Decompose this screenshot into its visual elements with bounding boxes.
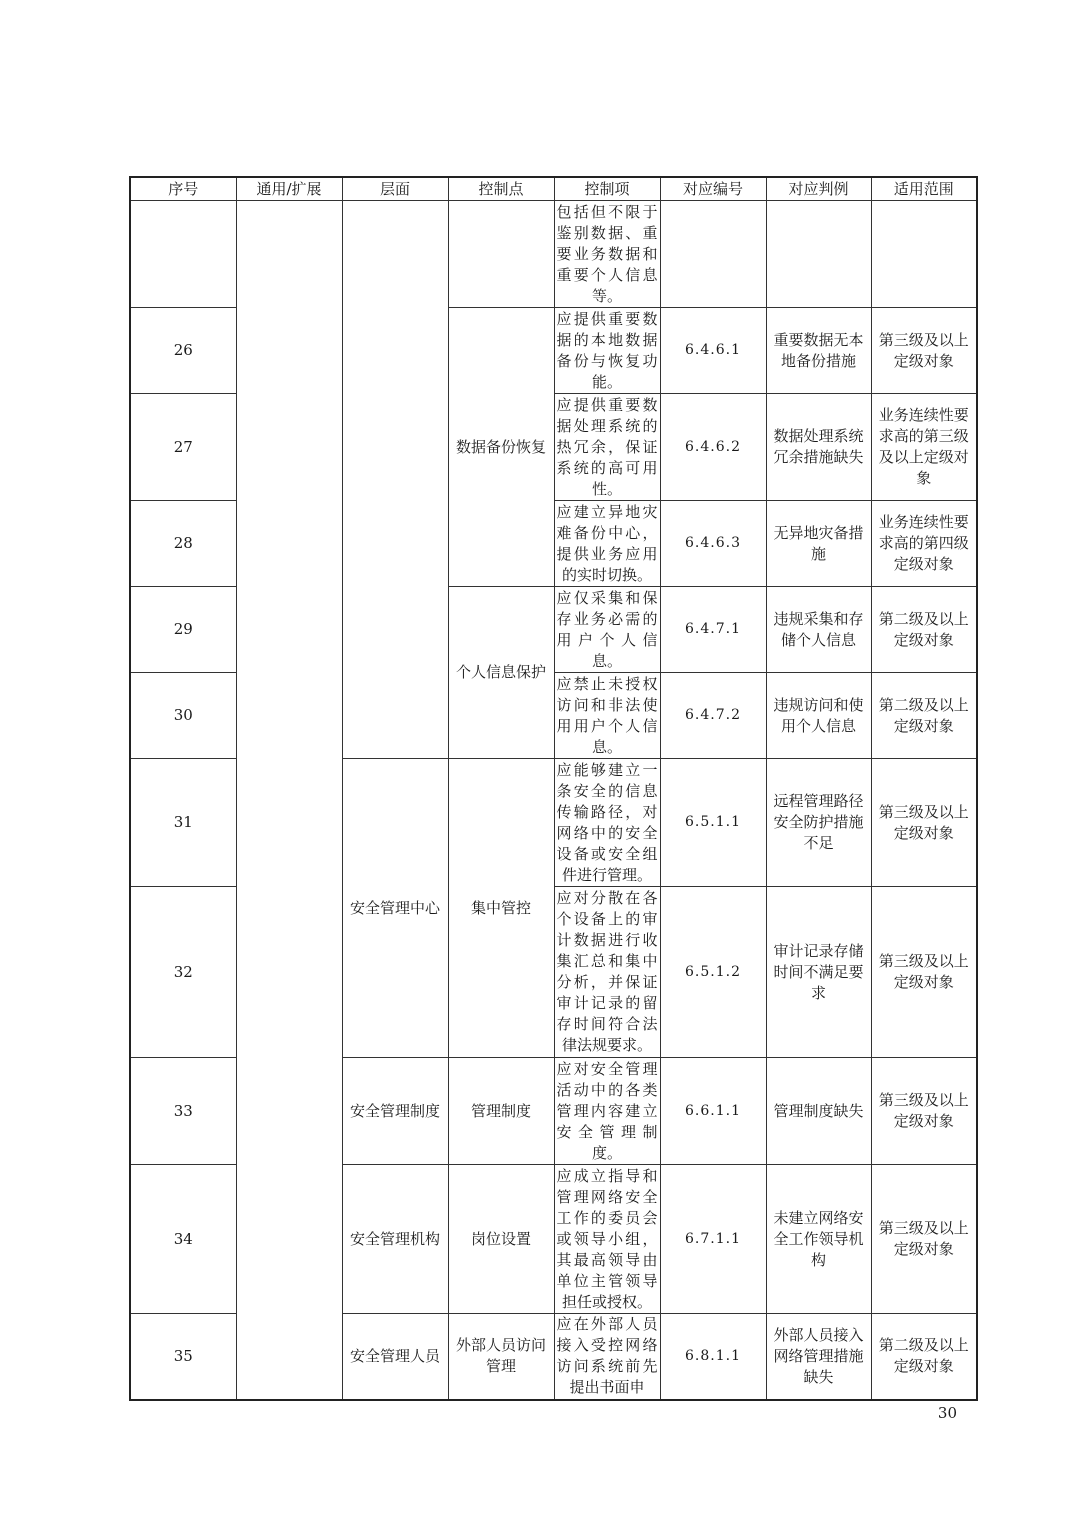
seq-cell — [130, 201, 236, 308]
case-cell: 违规访问和使用个人信息 — [766, 673, 871, 759]
code-cell — [660, 201, 766, 308]
layer-org: 安全管理机构 — [342, 1165, 448, 1314]
control-item-cell: 应仅采集和保存业务必需的用户个人信息。 — [554, 587, 660, 673]
code-cell: 6.8.1.1 — [660, 1314, 766, 1400]
scope-cell: 第二级及以上定级对象 — [871, 1314, 977, 1400]
type-cell-merged — [236, 201, 342, 1400]
header-seq: 序号 — [130, 177, 236, 201]
seq-cell: 30 — [130, 673, 236, 759]
scope-cell — [871, 201, 977, 308]
code-cell: 6.4.7.1 — [660, 587, 766, 673]
control-point-privacy: 个人信息保护 — [448, 587, 554, 759]
code-cell: 6.4.6.1 — [660, 308, 766, 394]
seq-cell: 34 — [130, 1165, 236, 1314]
header-type: 通用/扩展 — [236, 177, 342, 201]
scope-cell: 第二级及以上定级对象 — [871, 587, 977, 673]
code-cell: 6.5.1.2 — [660, 887, 766, 1058]
scope-cell: 第三级及以上定级对象 — [871, 1165, 977, 1314]
data-table — [129, 176, 978, 1401]
case-cell: 数据处理系统冗余措施缺失 — [766, 394, 871, 501]
layer-policy: 安全管理制度 — [342, 1058, 448, 1165]
scope-cell: 第三级及以上定级对象 — [871, 308, 977, 394]
scope-cell: 第三级及以上定级对象 — [871, 759, 977, 887]
layer-staff: 安全管理人员 — [342, 1314, 448, 1400]
control-item-cell: 应成立指导和管理网络安全工作的委员会或领导小组，其最高领导由单位主管领导担任或授权。 — [554, 1165, 660, 1314]
header-scope: 适用范围 — [871, 177, 977, 201]
scope-cell: 第二级及以上定级对象 — [871, 673, 977, 759]
seq-cell: 26 — [130, 308, 236, 394]
header-case: 对应判例 — [766, 177, 871, 201]
seq-cell: 35 — [130, 1314, 236, 1400]
code-cell: 6.6.1.1 — [660, 1058, 766, 1165]
control-point-post: 岗位设置 — [448, 1165, 554, 1314]
control-item-cell: 应提供重要数据的本地数据备份与恢复功能。 — [554, 308, 660, 394]
layer-cell-merged — [342, 201, 448, 759]
scope-cell: 业务连续性要求高的第四级定级对象 — [871, 501, 977, 587]
seq-cell: 33 — [130, 1058, 236, 1165]
code-cell: 6.4.7.2 — [660, 673, 766, 759]
case-cell: 未建立网络安全工作领导机构 — [766, 1165, 871, 1314]
control-point-central: 集中管控 — [448, 759, 554, 1058]
page-number: 30 — [937, 1404, 957, 1422]
seq-cell: 27 — [130, 394, 236, 501]
scope-cell: 第三级及以上定级对象 — [871, 887, 977, 1058]
case-cell: 外部人员接入网络管理措施缺失 — [766, 1314, 871, 1400]
control-point-backup: 数据备份恢复 — [448, 308, 554, 587]
scope-cell: 业务连续性要求高的第三级及以上定级对象 — [871, 394, 977, 501]
control-point-cell — [448, 201, 554, 308]
control-item-cell: 应对安全管理活动中的各类管理内容建立安全管理制度。 — [554, 1058, 660, 1165]
case-cell: 无异地灾备措施 — [766, 501, 871, 587]
case-cell: 审计记录存储时间不满足要求 — [766, 887, 871, 1058]
control-point-visitor: 外部人员访问管理 — [448, 1314, 554, 1400]
case-cell: 重要数据无本地备份措施 — [766, 308, 871, 394]
scope-cell: 第三级及以上定级对象 — [871, 1058, 977, 1165]
code-cell: 6.5.1.1 — [660, 759, 766, 887]
control-item-cell: 包括但不限于鉴别数据、重要业务数据和重要个人信息等。 — [554, 201, 660, 308]
seq-cell: 28 — [130, 501, 236, 587]
case-cell — [766, 201, 871, 308]
table-row — [130, 201, 977, 308]
code-cell: 6.4.6.2 — [660, 394, 766, 501]
table-header-row — [130, 177, 977, 201]
control-item-cell: 应建立异地灾难备份中心，提供业务应用的实时切换。 — [554, 501, 660, 587]
control-item-cell: 应提供重要数据处理系统的热冗余，保证系统的高可用性。 — [554, 394, 660, 501]
code-cell: 6.7.1.1 — [660, 1165, 766, 1314]
control-point-policy: 管理制度 — [448, 1058, 554, 1165]
control-item-cell: 应在外部人员接入受控网络访问系统前先提出书面申 — [554, 1314, 660, 1400]
control-item-cell: 应禁止未授权访问和非法使用用户个人信息。 — [554, 673, 660, 759]
seq-cell: 31 — [130, 759, 236, 887]
seq-cell: 32 — [130, 887, 236, 1058]
header-code: 对应编号 — [660, 177, 766, 201]
seq-cell: 29 — [130, 587, 236, 673]
control-item-cell: 应对分散在各个设备上的审计数据进行收集汇总和集中分析，并保证审计记录的留存时间符合法律法规要求。 — [554, 887, 660, 1058]
case-cell: 远程管理路径安全防护措施不足 — [766, 759, 871, 887]
header-control-item: 控制项 — [554, 177, 660, 201]
case-cell: 管理制度缺失 — [766, 1058, 871, 1165]
layer-security-center: 安全管理中心 — [342, 759, 448, 1058]
header-layer: 层面 — [342, 177, 448, 201]
header-control-point: 控制点 — [448, 177, 554, 201]
code-cell: 6.4.6.3 — [660, 501, 766, 587]
control-item-cell: 应能够建立一条安全的信息传输路径，对网络中的安全设备或安全组件进行管理。 — [554, 759, 660, 887]
case-cell: 违规采集和存储个人信息 — [766, 587, 871, 673]
